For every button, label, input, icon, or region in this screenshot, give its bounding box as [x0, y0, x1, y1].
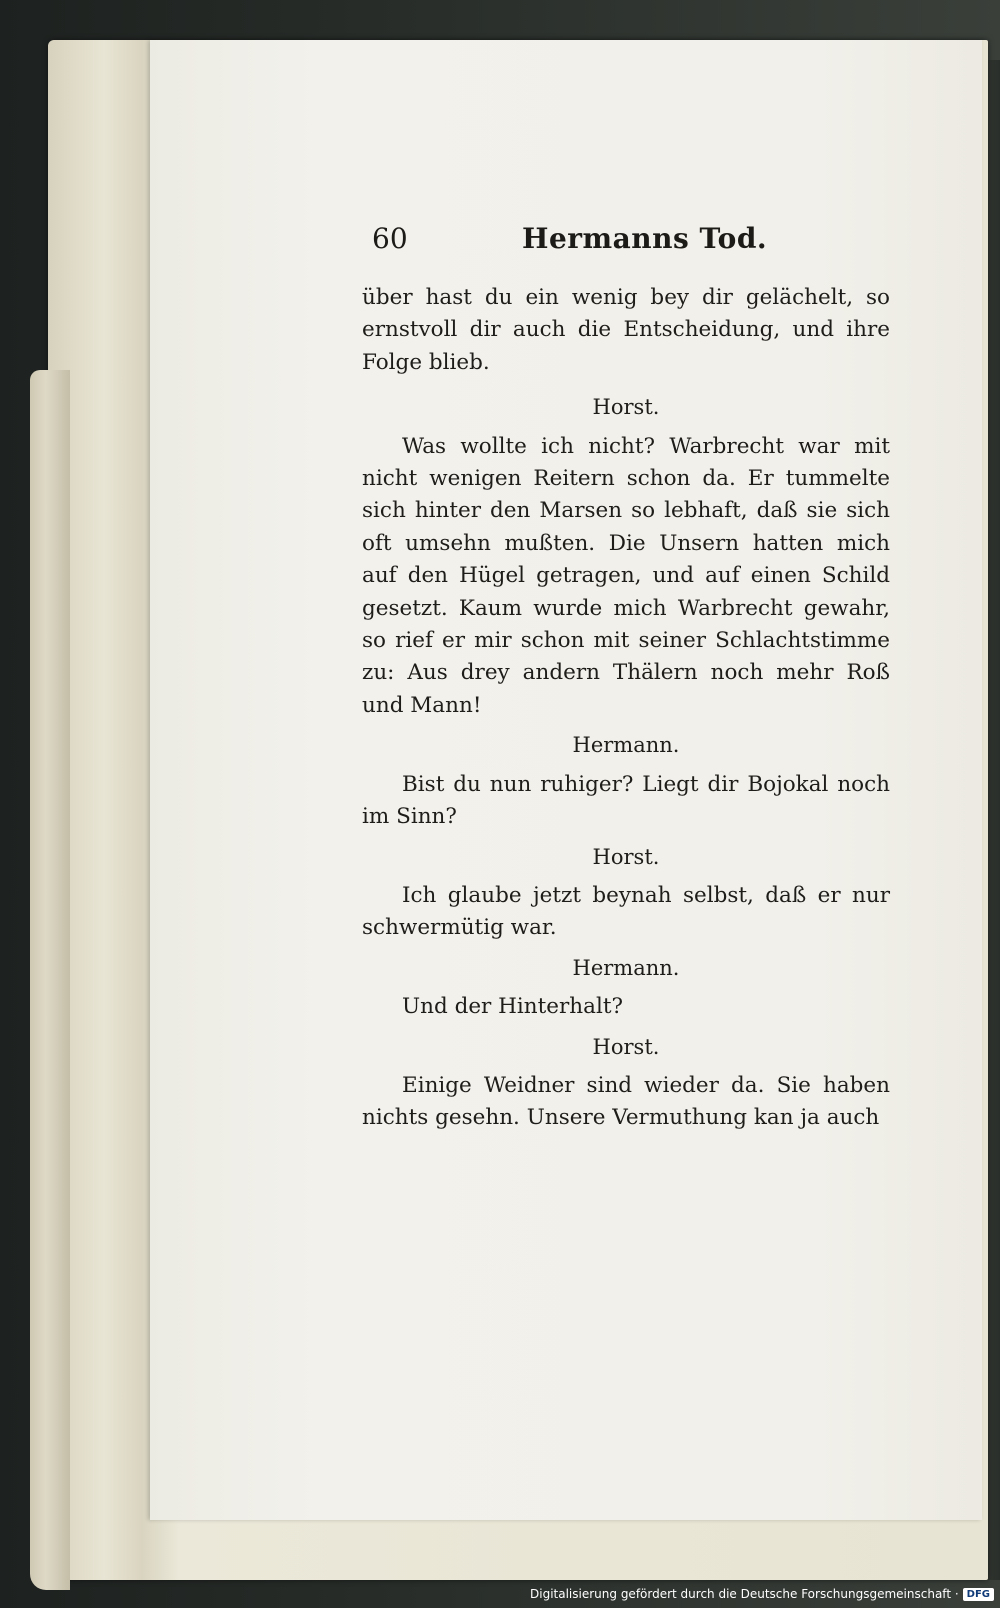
speaker-name: Horst.	[592, 395, 660, 420]
funding-note-text: Digitalisierung gefördert durch die Deutsche Forschungsgemeinschaft ·	[530, 1587, 959, 1601]
text-paragraph: über hast du ein wenig bey dir gelächelt, so ernstvoll dir auch die Entscheidung, und ihre Folge blieb.	[362, 285, 890, 375]
dfg-logo: DFG	[963, 1588, 994, 1601]
page-header	[372, 222, 842, 262]
text-paragraph: Bist du nun ruhiger? Liegt dir Bojokal noch im Sinn?	[362, 771, 890, 830]
text-paragraph: Ich glaube jetzt beynah selbst, daß er nur schwermütig war.	[362, 882, 890, 941]
text-paragraph: Was wollte ich nicht? Warbrecht war mit nicht wenigen Reitern schon da. Er tummelte sich hinter den Marsen so lebhaft, daß sie sich oft umsehn mußten. Die Unsern hatten mich auf den Hügel getragen, und auf einen Schild gesetzt. Kaum wurde mich Warbrecht gewahr, so rief er mir schon mit seiner Schlachtstimme zu: Aus drey andern Thälern noch mehr Roß und Mann!	[362, 433, 890, 718]
speaker-name: Horst.	[592, 1034, 660, 1059]
text-paragraph: Einige Weidner sind wieder da. Sie haben nichts gesehn. Unsere Vermuthung kan ja auch	[362, 1072, 890, 1131]
running-title: Hermanns Tod.	[522, 222, 768, 255]
page-number: 60	[372, 222, 408, 255]
page-text	[362, 282, 890, 1135]
speaker-name: Hermann.	[572, 733, 680, 758]
funding-note	[530, 1584, 994, 1604]
speaker-name: Horst.	[592, 844, 660, 869]
page-edges	[30, 370, 70, 1590]
speaker-name: Hermann.	[572, 955, 680, 980]
text-paragraph: Und der Hinterhalt?	[402, 994, 623, 1020]
